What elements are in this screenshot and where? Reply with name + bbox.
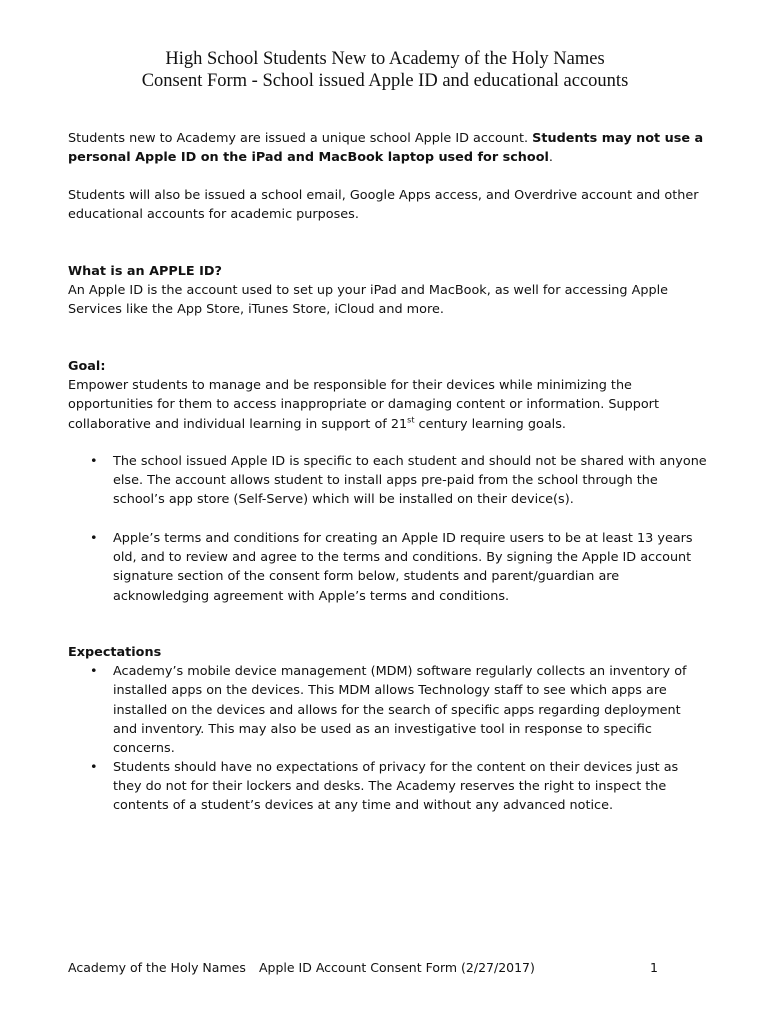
bullet-icon: • bbox=[90, 760, 98, 775]
intro-paragraph-2 bbox=[68, 186, 708, 224]
bullet-icon: • bbox=[90, 454, 98, 469]
goal-superscript: st bbox=[407, 415, 415, 425]
intro-text: Students new to Academy are issued a unique school Apple ID account. bbox=[68, 131, 533, 146]
intro-bold-text: Students may not use a personal Apple ID on the iPad and MacBook laptop used for school bbox=[68, 131, 704, 166]
goal-bullet-1-text: The school issued Apple ID is specific to each student and should not be shared with anyone else. The account allows student to install apps pre-paid from the school through the school’s app store (Self-Serve) which will be installed on their device(s). bbox=[113, 454, 707, 508]
goal-text bbox=[68, 376, 708, 434]
expectations-heading: Expectations bbox=[68, 645, 162, 660]
goal-text-main: Empower students to manage and be responsible for their devices while minimizing the opportunities for them to access inappropriate or damaging content or information. Support collaborative and individual learning in support of 21 bbox=[68, 378, 659, 432]
goal-bullet-1 bbox=[68, 452, 708, 510]
footer-page-number: 1 bbox=[650, 960, 658, 975]
expectations-bullet-2-text: Students should have no expectations of privacy for the content on their devices just as they do not for their lockers and desks. The Academy reserves the right to inspect the contents of a student’s devices at any time and without any advanced notice. bbox=[113, 760, 679, 814]
bullet-icon: • bbox=[90, 531, 98, 546]
goal-section bbox=[68, 357, 708, 434]
goal-heading: Goal: bbox=[68, 359, 106, 374]
title-line-2: Consent Form - School issued Apple ID and educational accounts bbox=[141, 71, 629, 91]
list-item bbox=[68, 529, 708, 606]
goal-text-end: century learning goals. bbox=[414, 416, 566, 432]
goal-bullet-2 bbox=[68, 529, 708, 606]
expectations-bullet-2 bbox=[68, 758, 708, 816]
expectations-bullet-1-text: Academy’s mobile device management (MDM) software regularly collects an inventory of installed apps on the devices. This MDM allows Technology staff to see which apps are installed on the devices and allows for the search of specific apps regarding deployment and inventory. This may also be used as an investigative tool in response to specific concerns. bbox=[113, 664, 687, 757]
intro-period: . bbox=[548, 150, 553, 166]
document-title bbox=[0, 48, 770, 92]
apple-id-text: An Apple ID is the account used to set up your iPad and MacBook, as well for accessing Apple Services like the App Store, iTunes Store, iCloud and more. bbox=[68, 283, 668, 318]
bullet-icon: • bbox=[90, 664, 98, 680]
footer-org: Academy of the Holy Names bbox=[68, 960, 246, 975]
list-item bbox=[68, 662, 708, 758]
footer-form-name: Apple ID Account Consent Form (2/27/2017) bbox=[259, 960, 535, 975]
expectations-section bbox=[68, 643, 708, 758]
intro-paragraph-2-text: Students will also be issued a school email, Google Apps access, and Overdrive account and other educational accounts for academic purposes. bbox=[68, 188, 699, 223]
apple-id-section bbox=[68, 262, 708, 320]
goal-bullet-2-text: Apple’s terms and conditions for creating an Apple ID require users to be at least 13 years old, and to review and agree to the terms and conditions. By signing the Apple ID account signature section of the consent form below, students and parent/guardian are acknowledging agreement with Apple’s terms and conditions. bbox=[113, 531, 693, 604]
list-item bbox=[68, 758, 708, 816]
apple-id-heading: What is an APPLE ID? bbox=[68, 264, 222, 279]
title-line-1: High School Students New to Academy of the Holy Names bbox=[165, 49, 605, 69]
intro-paragraph-1 bbox=[68, 129, 708, 167]
list-item bbox=[68, 452, 708, 510]
page-footer bbox=[68, 960, 668, 980]
